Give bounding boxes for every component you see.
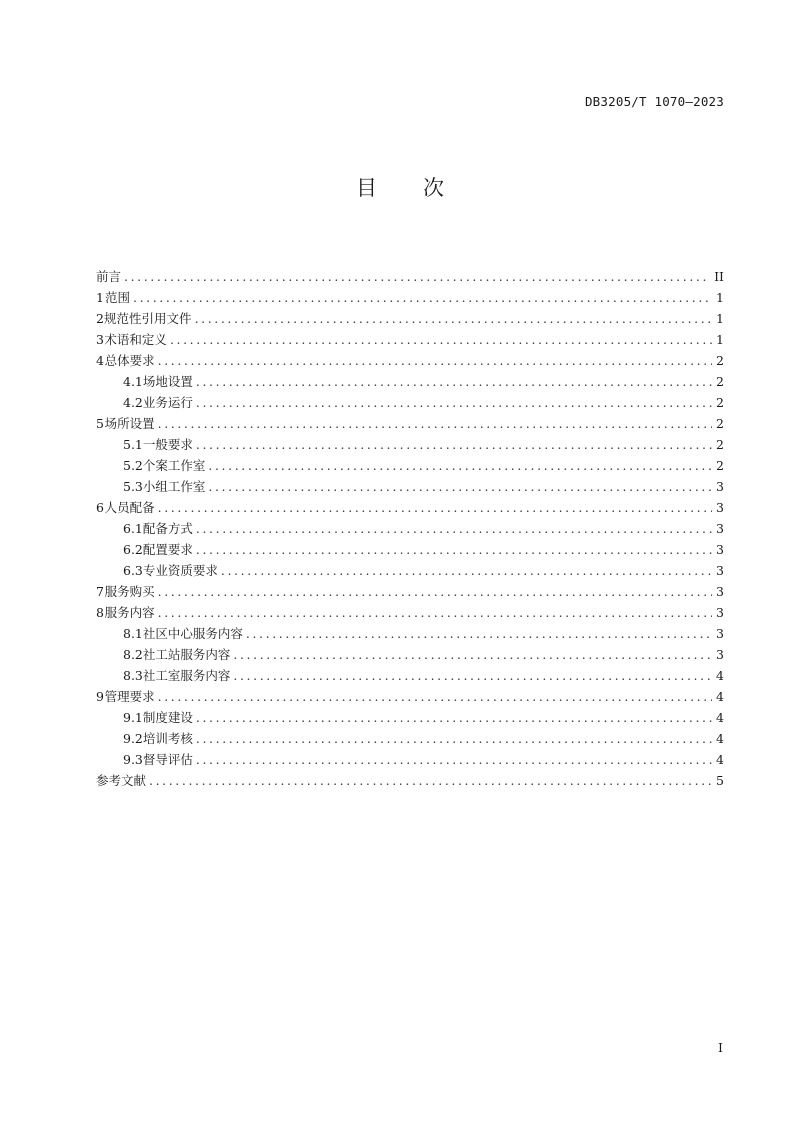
toc-entry-page: 4	[716, 731, 724, 746]
page-number: I	[718, 1040, 723, 1055]
toc-entry-number: 4.1	[123, 374, 143, 389]
toc-entry-number: 2	[96, 311, 104, 326]
toc-entry[interactable]	[96, 623, 724, 644]
dot-leader	[133, 287, 712, 308]
toc-entry[interactable]	[96, 707, 724, 728]
toc-entry[interactable]	[96, 287, 724, 308]
toc-entry-number: 6	[96, 500, 104, 515]
toc-entry-page: 2	[716, 437, 724, 452]
toc-entry-label: 规范性引用文件	[104, 311, 192, 326]
toc-entry-label: 场所设置	[104, 416, 155, 431]
toc-entry-label: 前言	[96, 269, 122, 284]
toc-entry-label: 场地设置	[142, 374, 193, 389]
toc-entry-label: 配备方式	[142, 521, 193, 536]
toc-entry-number: 4.2	[123, 395, 143, 410]
dot-leader	[246, 623, 712, 644]
toc-entry-label: 术语和定义	[104, 332, 167, 347]
toc-entry[interactable]	[96, 476, 724, 497]
toc-entry[interactable]	[96, 560, 724, 581]
dot-leader	[196, 749, 712, 770]
toc-entry[interactable]	[96, 581, 724, 602]
dot-leader	[196, 392, 712, 413]
toc-entry-label: 管理要求	[104, 689, 155, 704]
toc-entry[interactable]	[96, 266, 724, 287]
toc-entry[interactable]	[96, 770, 724, 791]
toc-entry-label: 专业资质要求	[142, 563, 218, 578]
toc-entry-number: 8.3	[123, 668, 143, 683]
toc-entry[interactable]	[96, 686, 724, 707]
toc-entry-label: 小组工作室	[142, 479, 206, 494]
toc-entry-number: 5.1	[123, 437, 143, 452]
toc-entry-page: 1	[716, 311, 724, 326]
dot-leader	[158, 497, 712, 518]
toc-entry-page: II	[714, 269, 724, 284]
toc-entry[interactable]	[96, 371, 724, 392]
toc-entry-label: 业务运行	[142, 395, 193, 410]
dot-leader	[233, 644, 712, 665]
toc-entry-number: 5	[96, 416, 104, 431]
toc-entry-page: 3	[716, 542, 724, 557]
toc-entry-page: 3	[716, 626, 724, 641]
toc-entry-number: 9.3	[123, 752, 143, 767]
dot-leader	[233, 665, 712, 686]
toc-entry-number: 3	[96, 332, 104, 347]
dot-leader	[158, 413, 712, 434]
toc-entry-page: 4	[716, 752, 724, 767]
toc-entry-number: 8.1	[123, 626, 143, 641]
toc-entry-page: 2	[716, 374, 724, 389]
toc-entry-label: 社工室服务内容	[142, 668, 231, 683]
toc-entry-number: 8.2	[123, 647, 143, 662]
toc-entry[interactable]	[96, 434, 724, 455]
toc-entry-label: 制度建设	[142, 710, 193, 725]
dot-leader	[221, 560, 712, 581]
toc-entry-page: 2	[716, 353, 724, 368]
toc-entry-number: 4	[96, 353, 104, 368]
toc-entry-page: 4	[716, 710, 724, 725]
dot-leader	[196, 707, 712, 728]
toc-entry-label: 一般要求	[142, 437, 193, 452]
toc-entry[interactable]	[96, 350, 724, 371]
dot-leader	[196, 371, 712, 392]
dot-leader	[170, 329, 712, 350]
toc-entry[interactable]	[96, 497, 724, 518]
toc-entry[interactable]	[96, 455, 724, 476]
toc-entry-page: 3	[716, 521, 724, 536]
toc-entry-number: 6.3	[123, 563, 143, 578]
toc-entry[interactable]	[96, 644, 724, 665]
toc-entry-page: 2	[716, 395, 724, 410]
toc-entry-page: 3	[716, 584, 724, 599]
toc-entry-number: 9	[96, 689, 104, 704]
toc-entry[interactable]	[96, 539, 724, 560]
toc-entry-label: 范围	[105, 290, 131, 305]
toc-entry-label: 个案工作室	[142, 458, 206, 473]
dot-leader	[124, 266, 710, 287]
toc-entry-page: 2	[716, 416, 724, 431]
doc-code: DB3205/T 1070—2023	[584, 94, 724, 109]
toc-entry[interactable]	[96, 518, 724, 539]
toc-entry-label: 配置要求	[142, 542, 193, 557]
dot-leader	[149, 770, 712, 791]
toc-entry-page: 3	[716, 479, 724, 494]
toc-entry-label: 社工站服务内容	[142, 647, 231, 662]
dot-leader	[196, 539, 712, 560]
dot-leader	[158, 686, 712, 707]
title-char-2: 次	[423, 176, 444, 200]
toc-entry-page: 2	[716, 458, 724, 473]
toc-entry[interactable]	[96, 413, 724, 434]
toc-entry-page: 4	[716, 668, 724, 683]
toc-entry-page: 1	[716, 332, 724, 347]
dot-leader	[195, 308, 712, 329]
dot-leader	[196, 434, 712, 455]
toc-entry-number: 6.1	[123, 521, 143, 536]
toc-entry-page: 3	[716, 605, 724, 620]
toc-entry-number: 6.2	[123, 542, 143, 557]
toc-entry-number: 8	[96, 605, 104, 620]
toc-entry[interactable]	[96, 602, 724, 623]
page-title	[0, 172, 800, 202]
toc-entry-page: 3	[716, 500, 724, 515]
toc-entry-page: 3	[716, 647, 724, 662]
toc-entry-page: 4	[716, 689, 724, 704]
toc-entry-label: 服务购买	[104, 584, 155, 599]
toc-entry[interactable]	[96, 749, 724, 770]
title-char-1: 目	[356, 176, 377, 200]
toc-entry-number: 9.1	[123, 710, 143, 725]
toc-entry[interactable]	[96, 392, 724, 413]
toc-entry[interactable]	[96, 728, 724, 749]
toc-entry-number: 5.3	[123, 479, 143, 494]
dot-leader	[158, 350, 712, 371]
toc-entry-label: 人员配备	[104, 500, 155, 515]
dot-leader	[208, 455, 712, 476]
toc-entry[interactable]	[96, 665, 724, 686]
dot-leader	[196, 728, 712, 749]
toc-entry-page: 1	[716, 290, 724, 305]
dot-leader	[208, 476, 712, 497]
toc-entry-label: 社区中心服务内容	[142, 626, 243, 641]
toc-entry-number: 9.2	[123, 731, 143, 746]
toc-entry-label: 培训考核	[142, 731, 193, 746]
toc-entry-page: 5	[716, 773, 724, 788]
toc-entry-number: 7	[96, 584, 104, 599]
dot-leader	[158, 602, 712, 623]
toc-entry-number: 5.2	[123, 458, 143, 473]
dot-leader	[158, 581, 712, 602]
toc-entry-page: 3	[716, 563, 724, 578]
dot-leader	[196, 518, 712, 539]
toc-entry-label: 督导评估	[142, 752, 193, 767]
toc-entry-number: 1	[96, 290, 104, 305]
toc-entry[interactable]	[96, 329, 724, 350]
toc-entry[interactable]	[96, 308, 724, 329]
toc-entry-label: 服务内容	[104, 605, 155, 620]
toc-entry-label: 参考文献	[96, 773, 147, 788]
toc-entry-label: 总体要求	[104, 353, 155, 368]
table-of-contents	[96, 266, 724, 791]
